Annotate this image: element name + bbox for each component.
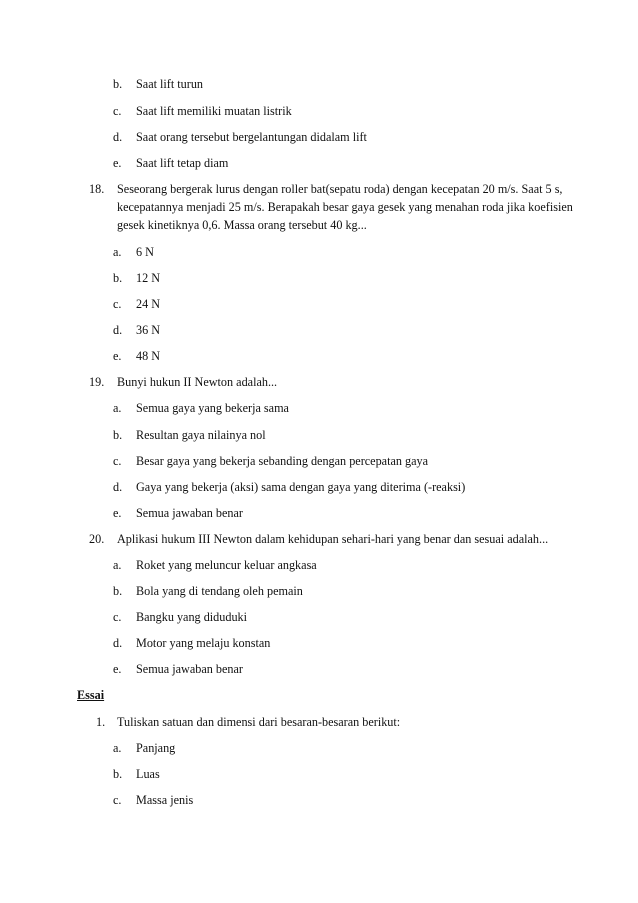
question-19-text: Bunyi hukun II Newton adalah... bbox=[117, 375, 278, 389]
question-18-line-3: gesek kinetiknya 0,6. Massa orang tersebut 40 kg... bbox=[117, 218, 367, 232]
option-letter: a. bbox=[113, 558, 122, 572]
option-text: Roket yang meluncur keluar angkasa bbox=[136, 558, 317, 572]
option-letter: a. bbox=[113, 741, 122, 755]
section-heading-essai: Essai bbox=[77, 688, 105, 702]
option-text: Gaya yang bekerja (aksi) sama dengan gaya yang diterima (-reaksi) bbox=[136, 480, 466, 494]
option-letter: e. bbox=[113, 662, 122, 676]
option-text: 6 N bbox=[136, 245, 154, 259]
option-text: Saat lift memiliki muatan listrik bbox=[136, 104, 292, 118]
option-letter: d. bbox=[113, 480, 123, 494]
option-text: 12 N bbox=[136, 271, 161, 285]
option-letter: d. bbox=[113, 130, 123, 144]
question-number-19: 19. bbox=[89, 375, 105, 389]
question-number-20: 20. bbox=[89, 532, 105, 546]
option-text: 24 N bbox=[136, 297, 161, 311]
option-text: Massa jenis bbox=[136, 793, 194, 807]
option-text: Resultan gaya nilainya nol bbox=[136, 428, 266, 442]
essay-question-number-1: 1. bbox=[96, 715, 106, 729]
option-letter: a. bbox=[113, 245, 122, 259]
option-letter: b. bbox=[113, 767, 123, 781]
option-text: Semua jawaban benar bbox=[136, 662, 243, 676]
option-text: Saat orang tersebut bergelantungan didalam lift bbox=[136, 130, 367, 144]
option-text: Semua jawaban benar bbox=[136, 506, 243, 520]
option-letter: d. bbox=[113, 323, 123, 337]
option-letter: b. bbox=[113, 428, 123, 442]
question-20-text: Aplikasi hukum III Newton dalam kehidupan sehari-hari yang benar dan sesuai adalah... bbox=[117, 532, 549, 546]
option-letter: d. bbox=[113, 636, 123, 650]
option-letter: e. bbox=[113, 506, 122, 520]
option-text: Panjang bbox=[136, 741, 176, 755]
question-number-18: 18. bbox=[89, 182, 105, 196]
option-letter: a. bbox=[113, 401, 122, 415]
option-letter: b. bbox=[113, 584, 123, 598]
option-text: Motor yang melaju konstan bbox=[136, 636, 271, 650]
option-text: Bola yang di tendang oleh pemain bbox=[136, 584, 303, 598]
option-letter: e. bbox=[113, 349, 122, 363]
option-text: Saat lift tetap diam bbox=[136, 156, 229, 170]
option-letter: c. bbox=[113, 297, 122, 311]
option-letter: e. bbox=[113, 156, 122, 170]
option-letter: c. bbox=[113, 104, 122, 118]
option-text: Bangku yang diduduki bbox=[136, 610, 248, 624]
option-letter: b. bbox=[113, 271, 123, 285]
option-text: Besar gaya yang bekerja sebanding dengan percepatan gaya bbox=[136, 454, 429, 468]
option-letter: b. bbox=[113, 77, 123, 91]
option-text: 36 N bbox=[136, 323, 161, 337]
option-letter: c. bbox=[113, 610, 122, 624]
option-text: Saat lift turun bbox=[136, 77, 204, 91]
question-18-line-1: Seseorang bergerak lurus dengan roller bat(sepatu roda) dengan kecepatan 20 m/s. Saat 5 s, bbox=[117, 182, 563, 196]
option-text: 48 N bbox=[136, 349, 161, 363]
question-18-line-2: kecepatannya menjadi 25 m/s. Berapakah besar gaya gesek yang menahan roda jika koefisien bbox=[117, 200, 573, 214]
essay-question-1-text: Tuliskan satuan dan dimensi dari besaran-besaran berikut: bbox=[117, 715, 401, 729]
option-text: Semua gaya yang bekerja sama bbox=[136, 401, 289, 415]
option-letter: c. bbox=[113, 454, 122, 468]
option-text: Luas bbox=[136, 767, 160, 781]
option-letter: c. bbox=[113, 793, 122, 807]
